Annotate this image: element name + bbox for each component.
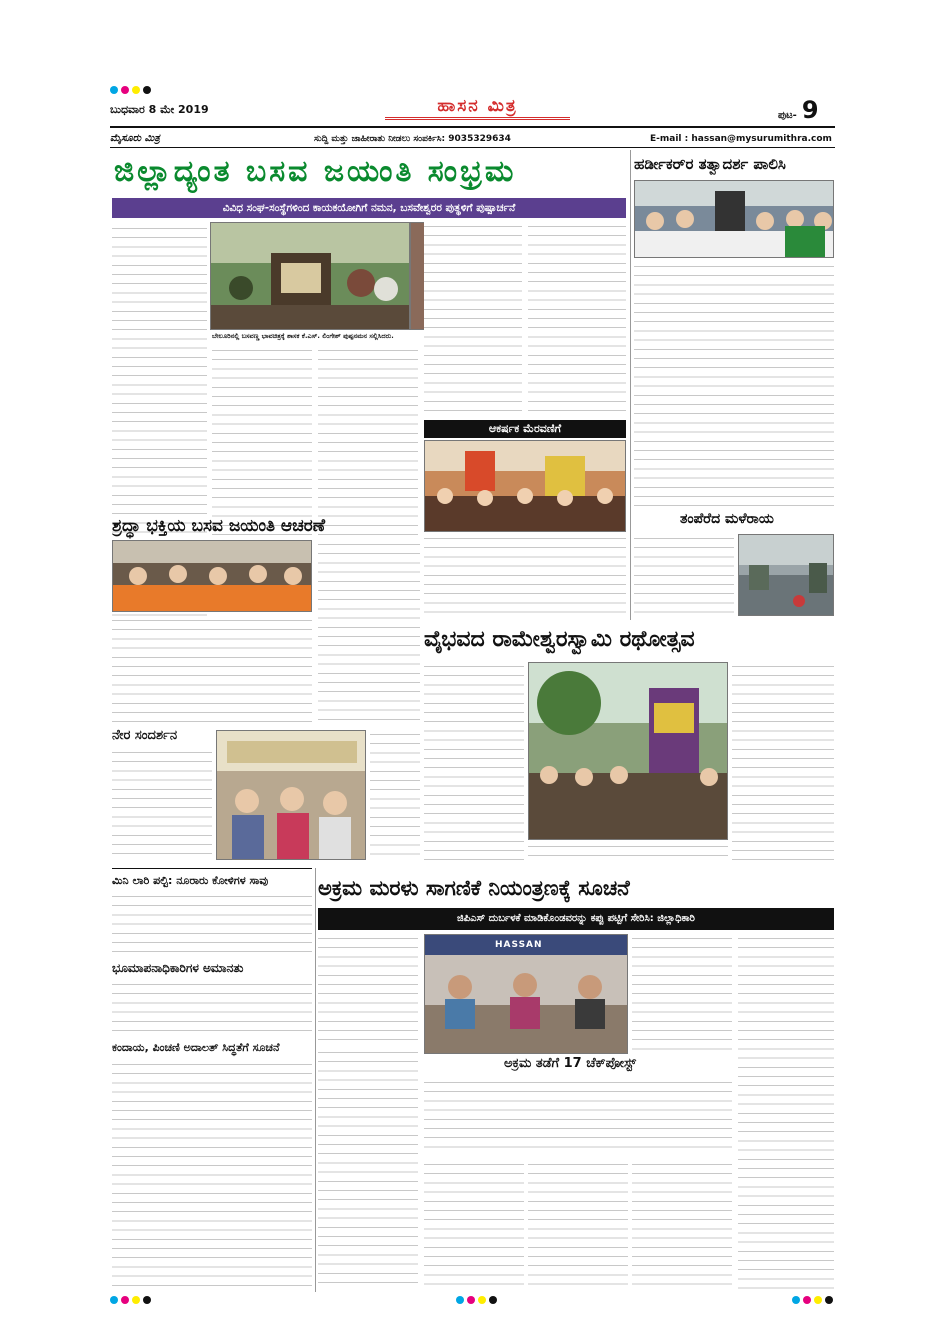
sand-band: ಜಿಪಿಎಸ್ ದುರ್ಬಳಕೆ ಮಾಡಿಕೊಂಡವರನ್ನು ಕಪ್ಪು ಪಟ್ಟಿಗೆ ಸೇರಿಸಿ: ಜಿಲ್ಲಾಧಿಕಾರಿ	[318, 908, 834, 930]
procession-text	[424, 534, 626, 618]
sand-text-col7	[632, 1160, 732, 1290]
sand-photo-image	[425, 935, 628, 1054]
rain-headline: ತಂಪೆರೆದ ಮಳೆರಾಯ	[680, 511, 774, 527]
main-headline: ಜಿಲ್ಲಾದ್ಯಂತ ಬಸವ ಜಯಂತಿ ಸಂಭ್ರಮ	[114, 154, 517, 189]
main-story-text-col4	[424, 222, 522, 418]
reg-dot	[825, 1296, 833, 1304]
procession-photo-image	[425, 441, 626, 532]
rameshwara-text-col1	[424, 662, 524, 864]
header-bottom-rule	[110, 147, 835, 148]
brand-name: ಮೈಸೂರು ಮಿತ್ರ	[110, 133, 160, 144]
bhoomapana-text	[112, 980, 312, 1036]
registration-dots-top	[110, 86, 151, 94]
column-divider-1	[630, 150, 631, 620]
hardikar-photo-image	[635, 181, 834, 258]
page-number-prefix: ಪುಟ-	[778, 110, 797, 121]
sand-headline: ಅಕ್ರಮ ಮರಳು ಸಾಗಣಿಕೆ ನಿಯಂತ್ರಣಕ್ಕೆ ಸೂಚನೆ	[318, 876, 630, 900]
shraddha-headline: ಶ್ರದ್ಧಾ ಭಕ್ತಿಯ ಬಸವ ಜಯಂತಿ ಆಚರಣೆ	[112, 516, 326, 536]
hardikar-text	[634, 262, 834, 506]
rameshwara-photo-caption	[528, 842, 728, 864]
reg-dot	[143, 86, 151, 94]
bhoomapana-headline: ಭೂಮಾಪನಾಧಿಕಾರಿಗಳ ಅಮಾನತು	[112, 961, 244, 975]
lorry-text	[112, 892, 312, 956]
main-photo-caption: ಬೇಲೂರಿನಲ್ಲಿ ಬಸವಣ್ಣ ಭಾವಚಿತ್ರಕ್ಕೆ ಶಾಸಕ ಕೆ.ಎಸ್. ಲಿಂಗೇಶ್ ಪುಷ್ಪನಮನ ಸಲ್ಲಿಸಿದರು.	[212, 332, 394, 340]
sand-text-col3	[424, 1078, 732, 1154]
neera-photo	[216, 730, 366, 860]
procession-photo	[424, 440, 626, 532]
reg-dot	[132, 86, 140, 94]
neera-headline: ನೇರ ಸಂದರ್ಶನ	[112, 728, 178, 743]
lorry-headline: ಮಿನಿ ಲಾರಿ ಪಲ್ಟಿ: ನೂರಾರು ಕೋಳಿಗಳ ಸಾವು	[112, 874, 269, 887]
sand-text-col2	[318, 1048, 418, 1290]
kandaya-headline: ಕಂದಾಯ, ಪಿಂಚಣಿ ಅದಾಲತ್ ಸಿದ್ಧತೆಗೆ ಸೂಚನೆ	[112, 1041, 280, 1054]
neera-text	[112, 748, 212, 860]
rameshwara-photo-image	[529, 663, 728, 840]
registration-dots-bottom-right	[792, 1296, 833, 1304]
shraddha-photo-image	[113, 541, 312, 612]
sand-text-col6	[528, 1160, 628, 1290]
column-divider-2	[315, 868, 316, 1292]
neera-photo-image	[217, 731, 366, 860]
reg-dot	[803, 1296, 811, 1304]
reg-dot	[489, 1296, 497, 1304]
page-number-box	[778, 96, 819, 124]
sand-text-col-photo-side	[632, 934, 732, 1054]
sand-photo-banner: HASSAN	[495, 940, 543, 950]
registration-dots-bottom-center	[456, 1296, 497, 1304]
reg-dot	[478, 1296, 486, 1304]
issue-date: ಬುಧವಾರ 8 ಮೇ 2019	[110, 103, 209, 116]
procession-headline: ಆಕರ್ಷಕ ಮೆರವಣಿಗೆ	[424, 420, 626, 438]
reg-dot	[792, 1296, 800, 1304]
reg-dot	[121, 86, 129, 94]
sand-text-col5	[424, 1160, 524, 1290]
reg-dot	[456, 1296, 464, 1304]
sand-text-col4	[738, 934, 834, 1290]
hardikar-photo	[634, 180, 834, 258]
masthead-title	[385, 96, 570, 120]
sand-text-col1	[318, 934, 418, 1044]
shraddha-text-col2	[318, 540, 420, 724]
rameshwara-headline: ವೈಭವದ ರಾಮೇಶ್ವರಸ್ವಾಮಿ ರಥೋತ್ಸವ	[424, 627, 695, 652]
registration-dots-bottom-left	[110, 1296, 151, 1304]
main-photo-image	[211, 223, 410, 330]
neera-side-caption	[370, 730, 420, 860]
main-story-text-col5	[528, 222, 626, 418]
sand-sub-headline: ಅಕ್ರಮ ತಡೆಗೆ 17 ಚೆಕ್‌ಪೋಸ್ಟ್	[503, 1056, 636, 1071]
masthead-title-text: ಹಾಸನ ಮಿತ್ರ	[437, 96, 518, 116]
rameshwara-text-col2	[732, 662, 834, 864]
rameshwara-photo	[528, 662, 728, 840]
shraddha-text-col1	[112, 616, 312, 724]
masthead-rule	[110, 126, 835, 128]
reg-dot	[132, 1296, 140, 1304]
shraddha-photo	[112, 540, 312, 612]
hardikar-headline: ಹರ್ಡೀಕರ್‌ರ ತತ್ವಾದರ್ಶ ಪಾಲಿಸಿ	[634, 155, 786, 173]
rain-photo	[738, 534, 834, 616]
kandaya-text	[112, 1060, 312, 1292]
contact-line: ಸುದ್ದಿ ಮತ್ತು ಜಾಹೀರಾತು ನೀಡಲು ಸಂಪರ್ಕಿಸಿ: 9035329634	[314, 134, 511, 144]
reg-dot	[110, 1296, 118, 1304]
email-line: E-mail : hassan@mysurumithra.com	[650, 134, 832, 144]
main-band: ವಿವಿಧ ಸಂಘ-ಸಂಸ್ಥೆಗಳಿಂದ ಕಾಯಕಯೋಗಿಗೆ ನಮನ, ಬಸವೇಶ್ವರರ ಪುತ್ಥಳಿಗೆ ಪುಷ್ಪಾರ್ಚನೆ	[112, 198, 626, 218]
reg-dot	[814, 1296, 822, 1304]
rain-photo-image	[739, 535, 834, 616]
mid-rule	[112, 868, 312, 869]
main-photo	[210, 222, 410, 330]
reg-dot	[143, 1296, 151, 1304]
reg-dot	[121, 1296, 129, 1304]
reg-dot	[110, 86, 118, 94]
sand-photo	[424, 934, 628, 1054]
page-number: 9	[801, 96, 819, 124]
reg-dot	[467, 1296, 475, 1304]
rain-text	[634, 534, 734, 616]
